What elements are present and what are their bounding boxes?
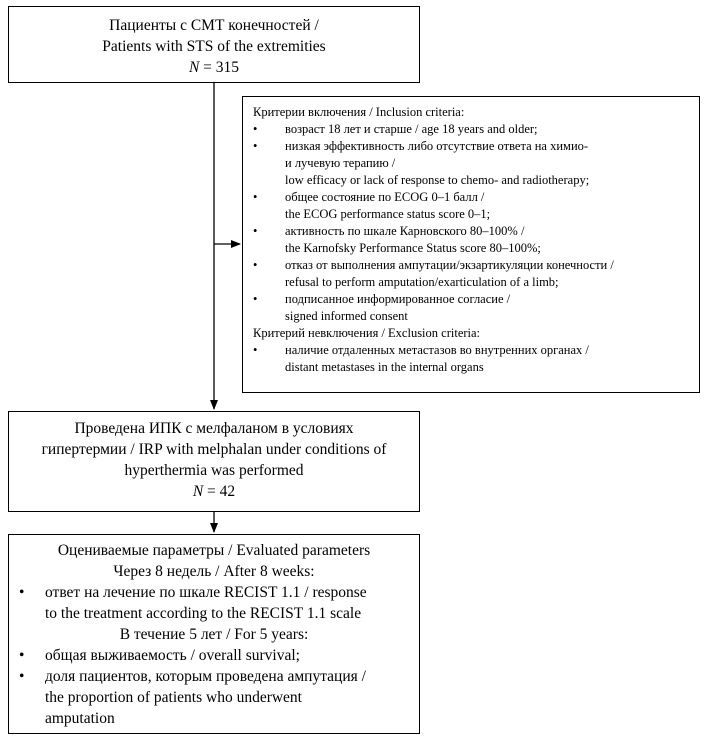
parameters-box xyxy=(8,534,420,734)
list-item xyxy=(253,342,691,376)
list-item-text: доля пациентов, которым проведена ампутация / xyxy=(45,668,366,685)
procedure-line-1: Проведена ИПК с мелфаланом в условиях xyxy=(74,420,354,437)
procedure-line-2: гипертермии / IRP with melphalan under conditions of xyxy=(41,441,387,458)
list-item xyxy=(253,257,691,291)
bullet-icon: • xyxy=(253,343,258,357)
list-item xyxy=(253,223,691,257)
list-item-text: the ECOG performance status score 0–1; xyxy=(285,207,491,221)
exclusion-title: Критерий невключения / Exclusion criteria: xyxy=(253,326,481,340)
criteria-box xyxy=(242,96,700,393)
list-item-text: distant metastases in the internal organs xyxy=(285,360,484,374)
list-item-text: общее состояние по ECOG 0–1 балл / xyxy=(285,190,485,204)
patients-count xyxy=(9,57,419,78)
list-item-text: refusal to perform amputation/exarticulation of a limb; xyxy=(285,275,559,289)
bullet-icon: • xyxy=(253,258,258,272)
list-item xyxy=(9,666,419,729)
list-item-text: amputation xyxy=(45,710,115,727)
n-label: N xyxy=(192,483,204,500)
n-value: = 42 xyxy=(203,483,236,500)
list-item-text: низкая эффективность либо отсутствие ответа на химио- xyxy=(285,139,589,153)
list-item-text: общая выживаемость / overall survival; xyxy=(45,647,300,664)
procedure-line-3: hyperthermia was performed xyxy=(124,462,304,479)
parameters-title: Оцениваемые параметры / Evaluated parameters xyxy=(57,542,371,559)
patients-line-ru: Пациенты с СМТ конечностей / xyxy=(109,17,319,34)
n-label: N xyxy=(188,59,200,76)
list-item-text: возраст 18 лет и старше / age 18 years and older; xyxy=(285,122,538,136)
bullet-icon: • xyxy=(253,139,258,153)
list-item xyxy=(253,291,691,325)
bullet-icon: • xyxy=(19,584,25,601)
procedure-box xyxy=(8,411,420,512)
list-item-text: подписанное информированное согласие / xyxy=(285,292,511,306)
parameters-5-years: В течение 5 лет / For 5 years: xyxy=(119,626,309,643)
n-value: = 315 xyxy=(199,59,240,76)
exclusion-list xyxy=(253,342,691,376)
list-item-text: наличие отдаленных метастазов во внутренних органах / xyxy=(285,343,589,357)
parameters-8-weeks: Через 8 недель / After 8 weeks: xyxy=(113,563,315,580)
bullet-icon: • xyxy=(19,668,25,685)
bullet-icon: • xyxy=(253,292,258,306)
bullet-icon: • xyxy=(253,190,258,204)
list-item-text: и лучевую терапию / xyxy=(285,156,396,170)
patients-line-en: Patients with STS of the extremities xyxy=(102,38,326,55)
inclusion-list xyxy=(253,121,691,325)
list-item-text: the Karnofsky Performance Status score 80–100%; xyxy=(285,241,541,255)
list-item-text: to the treatment according to the RECIST 1.1 scale xyxy=(45,605,362,622)
bullet-icon: • xyxy=(253,224,258,238)
inclusion-title: Критерии включения / Inclusion criteria: xyxy=(253,105,465,119)
bullet-icon: • xyxy=(19,647,25,664)
bullet-icon: • xyxy=(253,122,258,136)
list-item xyxy=(253,138,691,189)
list-item xyxy=(9,582,419,624)
list-item xyxy=(253,121,691,138)
list-item xyxy=(253,189,691,223)
list-item xyxy=(9,645,419,666)
list-item-text: the proportion of patients who underwent xyxy=(45,689,302,706)
list-item-text: low efficacy or lack of response to chemo- and radiotherapy; xyxy=(285,173,590,187)
list-item-text: отказ от выполнения ампутации/экзартикуляции конечности / xyxy=(285,258,614,272)
list-item-text: signed informed consent xyxy=(285,309,408,323)
list-item-text: ответ на лечение по шкале RECIST 1.1 / response xyxy=(45,584,367,601)
parameters-8-weeks-list xyxy=(9,582,419,624)
procedure-count xyxy=(9,481,419,502)
list-item-text: активность по шкале Карновского 80–100% / xyxy=(285,224,525,238)
patients-box xyxy=(8,6,420,83)
parameters-5-years-list xyxy=(9,645,419,729)
